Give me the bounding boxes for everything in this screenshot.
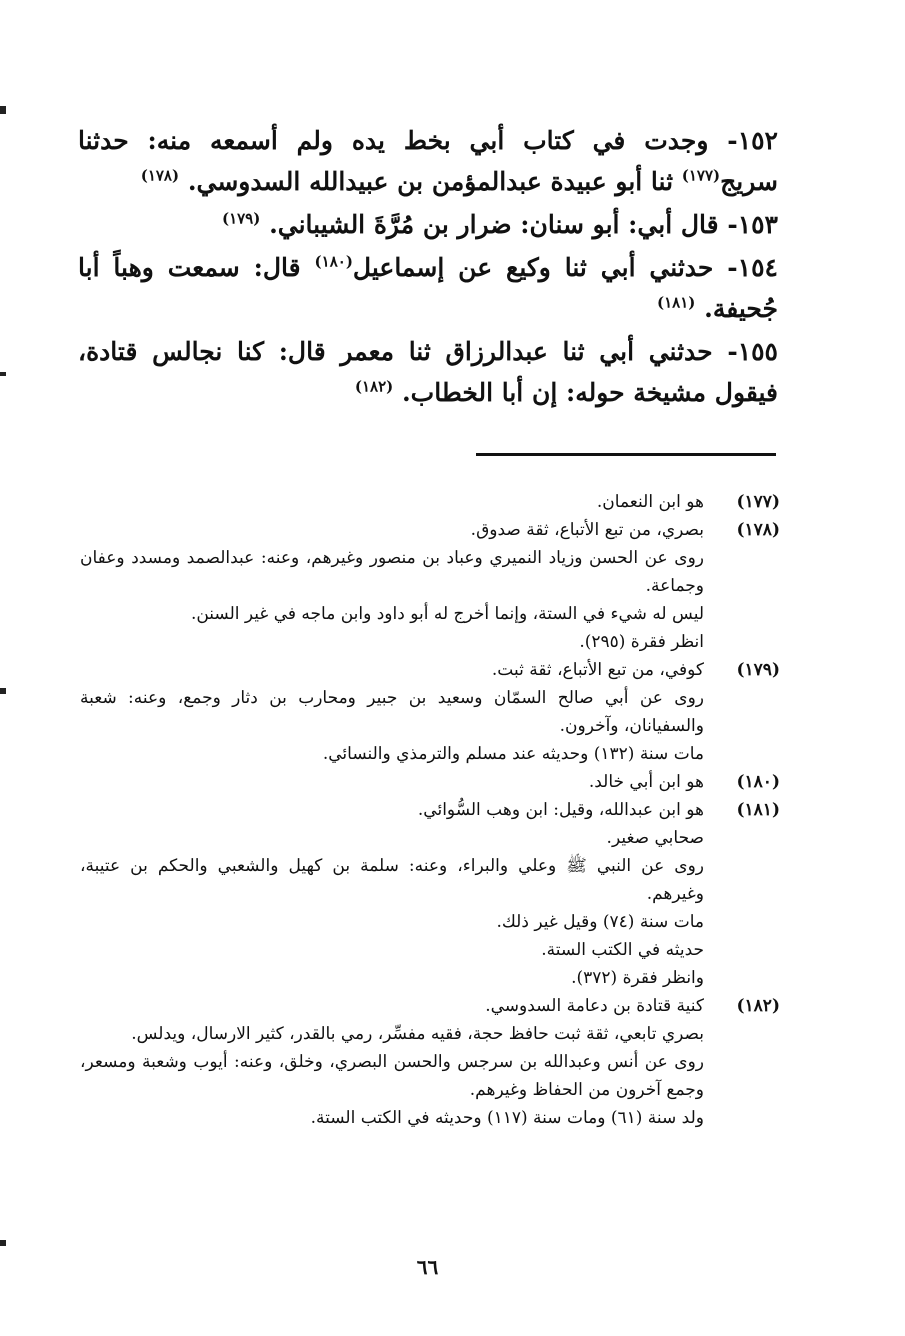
- footnote-line: ليس له شيء في الستة، وإنما أخرج له أبو داود وابن ماجه في غير السنن.: [190, 604, 704, 624]
- footnote-182: [80, 992, 780, 1132]
- footnote-number[interactable]: (١٧٩): [736, 660, 780, 680]
- footnote-line: هو ابن النعمان.: [596, 492, 704, 512]
- entry-152: [78, 120, 778, 202]
- footnote-ref[interactable]: (١٧٧): [681, 166, 721, 185]
- entry-number: ١٥٢-: [727, 126, 778, 155]
- footnote-line: كنية قتادة بن دعامة السدوسي.: [485, 996, 704, 1016]
- footnote-line: كوفي، من تبع الأتباع، ثقة ثبت.: [491, 660, 704, 680]
- footnote-line: مات سنة (١٣٢) وحديثه عند مسلم والترمذي والنسائي.: [322, 744, 704, 764]
- footnote-line: وانظر فقرة (٣٧٢).: [571, 968, 704, 988]
- footnote-number[interactable]: (١٨١): [736, 800, 780, 820]
- entry-text: ثنا أبو عبيدة عبدالمؤمن بن عبيدالله السدوسي.: [187, 167, 674, 196]
- footnote-number[interactable]: (١٧٧): [736, 492, 780, 512]
- entry-155: [78, 331, 778, 413]
- entry-text: حدثني أبي ثنا عبدالرزاق ثنا معمر قال: كنا نجالس قتادة، فيقول مشيخة حوله: إن أبا الخطاب.: [78, 337, 778, 407]
- footnote-line: مات سنة (٧٤) وقيل غير ذلك.: [496, 912, 704, 932]
- footnote-line: روى عن النبي ﷺ وعلي والبراء، وعنه: سلمة بن كهيل والشعبي والحكم بن عتيبة، وغيرهم.: [80, 856, 704, 904]
- footnote-line: بصري، من تبع الأتباع، ثقة صدوق.: [470, 520, 704, 540]
- footnote-line: روى عن أبي صالح السمّان وسعيد بن جبير ومحارب بن دثار وجمع، وعنه: شعبة والسفيانان، وآخرون.: [80, 688, 704, 736]
- entry-text: قال: سمعت وهباً أبا جُحيفة.: [78, 253, 778, 323]
- footnote-179: [80, 656, 780, 768]
- entry-text: قال أبي: أبو سنان: ضرار بن مُرَّةَ الشيباني.: [269, 210, 719, 239]
- scan-mark: [0, 106, 6, 114]
- entry-number: ١٥٥-: [727, 337, 778, 366]
- footnote-ref[interactable]: (١٧٩): [221, 209, 261, 228]
- footnote-line: بصري تابعي، ثقة ثبت حافظ حجة، فقيه مفسِّر، رمي بالقدر، كثير الارسال، ويدلس.: [131, 1024, 704, 1044]
- footnote-line: هو ابن عبدالله، وقيل: ابن وهب السُّوائي.: [417, 800, 704, 820]
- page-number: ٦٦: [416, 1255, 439, 1279]
- footnote-line: روى عن أنس وعبدالله بن سرجس والحسن البصري، وخلق، وعنه: أيوب وشعبة ومسعر، وجمع آخرون من الحفاظ وغيرهم.: [80, 1052, 704, 1100]
- footnote-ref[interactable]: (١٨٠): [314, 252, 353, 271]
- footnotes: [80, 488, 780, 1132]
- entry-text: وجدت في كتاب أبي بخط يده ولم أسمعه منه: حدثنا سريج: [78, 126, 778, 196]
- footnote-number[interactable]: (١٨٢): [736, 996, 780, 1016]
- entry-text: حدثني أبي ثنا وكيع عن إسماعيل: [352, 253, 714, 282]
- scan-mark: [0, 372, 6, 376]
- footnote-ref[interactable]: (١٧٨): [140, 166, 180, 185]
- footnote-line: ولد سنة (٦١) ومات سنة (١١٧) وحديثه في الكتب الستة.: [310, 1108, 704, 1128]
- footnote-line: انظر فقرة (٢٩٥).: [579, 632, 704, 652]
- footnote-180: [80, 768, 780, 796]
- scan-mark: [0, 688, 6, 694]
- entry-number: ١٥٤-: [727, 253, 778, 282]
- footnote-ref[interactable]: (١٨١): [657, 293, 696, 312]
- footnote-line: حديثه في الكتب الستة.: [541, 940, 704, 960]
- footnote-line: هو ابن أبي خالد.: [588, 772, 704, 792]
- footnote-line: صحابي صغير.: [606, 828, 704, 848]
- main-text: [78, 120, 778, 413]
- entry-number: ١٥٣-: [727, 210, 778, 239]
- entry-154: [78, 247, 778, 329]
- footnote-ref[interactable]: (١٨٢): [354, 377, 394, 396]
- footnote-178: [80, 516, 780, 656]
- entry-153: [78, 204, 778, 245]
- footnote-separator: [476, 453, 776, 456]
- footnote-line: روى عن الحسن وزياد النميري وعباد بن منصور وغيرهم، وعنه: عبدالصمد ومسدد وعفان وجماعة.: [80, 548, 704, 596]
- footnote-177: [80, 488, 780, 516]
- scan-mark: [0, 1240, 6, 1246]
- footnote-number[interactable]: (١٨٠): [736, 772, 780, 792]
- footnote-181: [80, 796, 780, 992]
- footnote-number[interactable]: (١٧٨): [736, 520, 780, 540]
